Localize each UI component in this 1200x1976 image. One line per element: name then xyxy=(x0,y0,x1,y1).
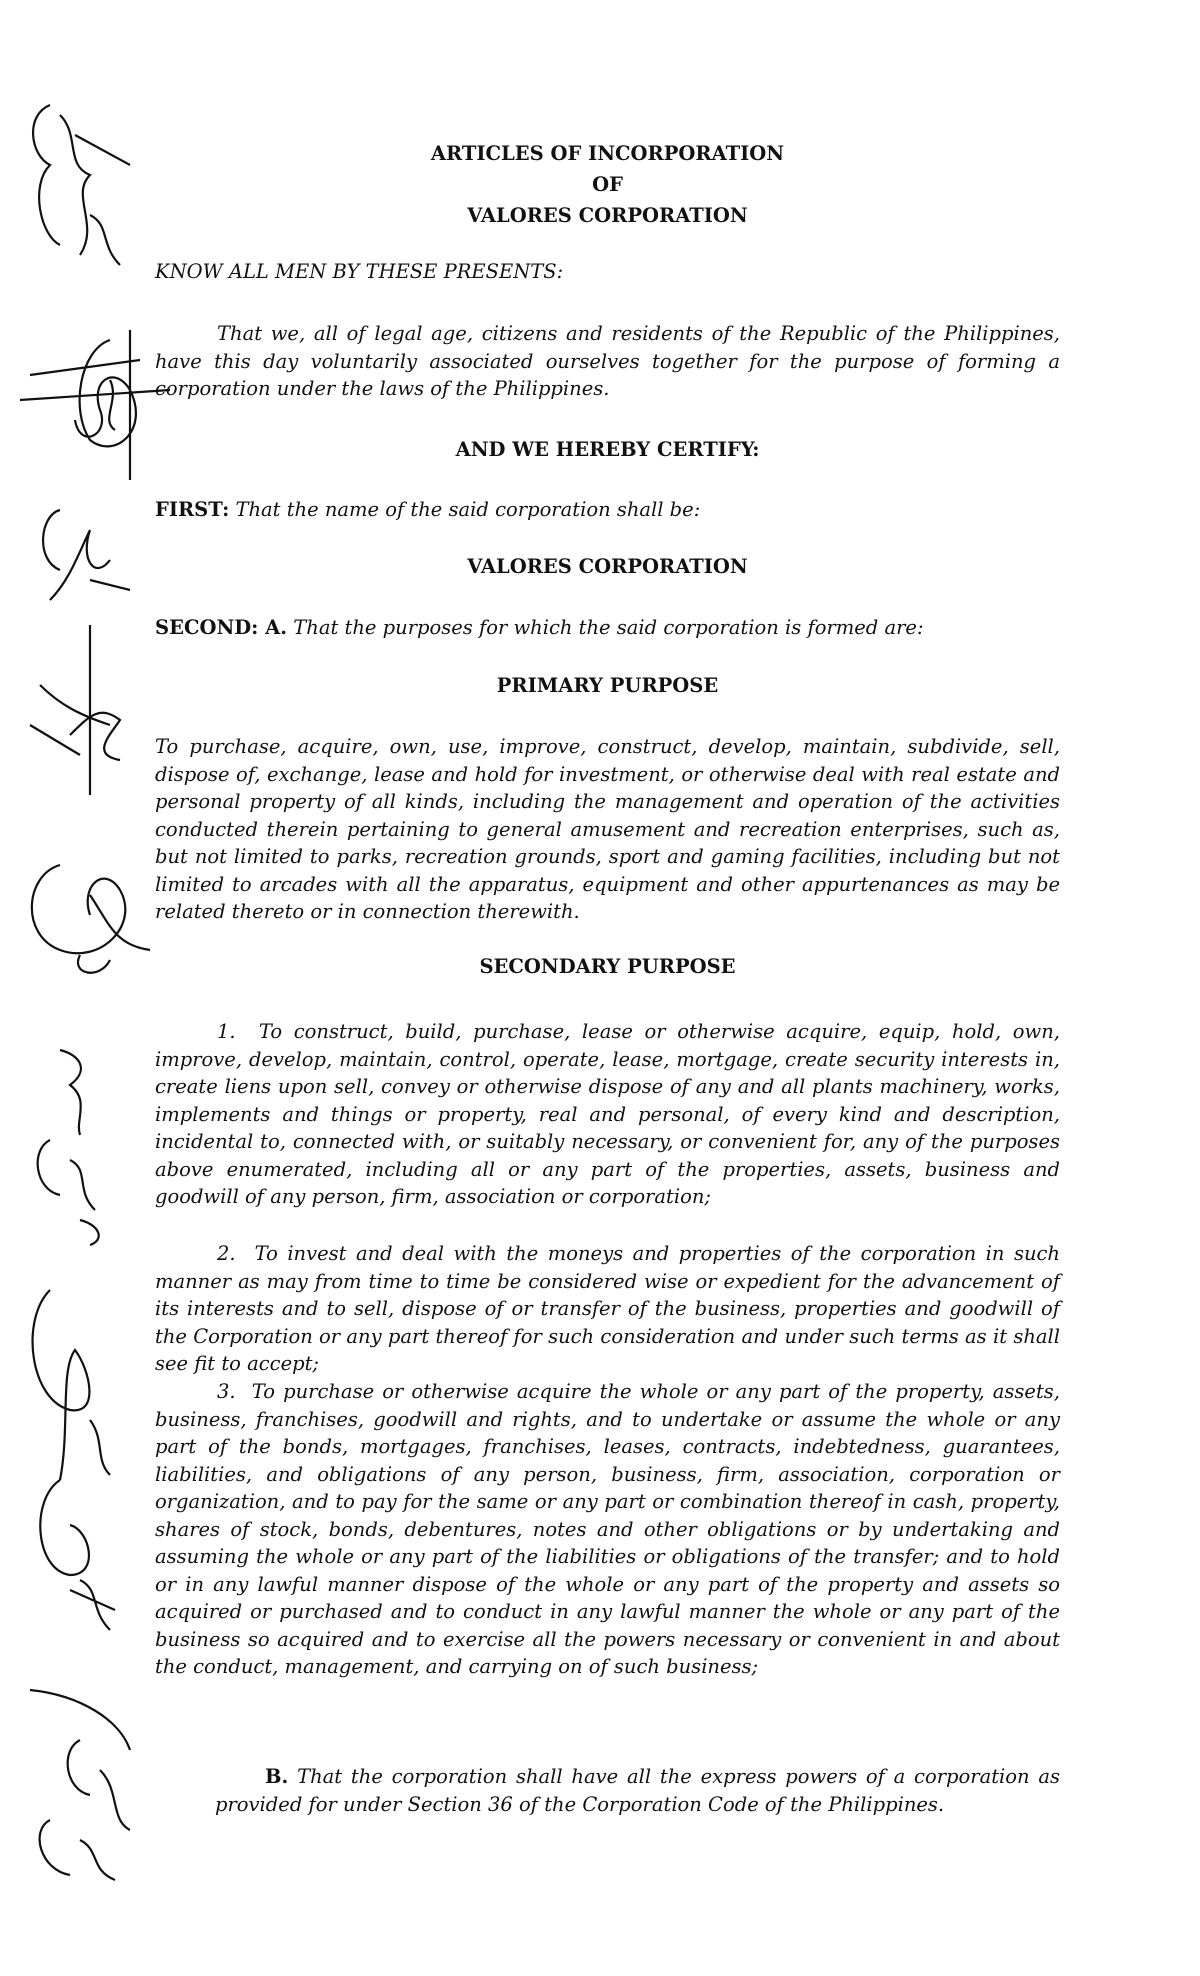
signature-6 xyxy=(20,1040,130,1254)
secondary-item-3 xyxy=(155,1378,1060,1681)
secondary-purpose-heading: SECONDARY PURPOSE xyxy=(479,955,736,978)
title-line-3: VALORES CORPORATION xyxy=(467,204,748,227)
certify-heading: AND WE HEREBY CERTIFY: xyxy=(455,438,760,461)
signature-2 xyxy=(20,320,170,494)
intro-paragraph: That we, all of legal age, citizens and residents of the Republic of the Philippines, have this day voluntarily associated ourselves together for the purpose of forming a corporation under the laws of the Philippines. xyxy=(155,322,1060,400)
second-clause xyxy=(155,614,1060,642)
first-label: FIRST: xyxy=(155,498,230,521)
title-line-1: ARTICLES OF INCORPORATION xyxy=(430,142,785,165)
signature-9 xyxy=(20,1680,150,1894)
primary-purpose-heading: PRIMARY PURPOSE xyxy=(496,674,719,697)
signature-7 xyxy=(20,1280,130,1494)
document-title xyxy=(155,138,1060,231)
signature-1 xyxy=(20,95,150,299)
secondary-item-1 xyxy=(155,1018,1060,1211)
clause-b-label: B. xyxy=(265,1765,289,1788)
signature-8 xyxy=(20,1470,130,1644)
secondary-item-text: To purchase or otherwise acquire the whole or any part of the property, assets, business, franchises, goodwill and rights, and to undertake or assume the whole or any part of the bonds, mortgages, franchises, leases, contracts, indebtedness, guarantees, liabilities, and obligations of any person, business, firm, association, corporation or organization, and to pay for the same or any part or combination thereof in cash, property, shares of stock, bonds, debentures, notes and other obligations or by undertaking and assuming the whole or any part of the liabilities or obligations of the transfer; and to hold or in any lawful manner dispose of the whole or any part of the property and assets so acquired or purchased and to conduct in any lawful manner the whole or any part of the business so acquired and to exercise all the powers necessary or convenient in and about the conduct, management, and carrying on of such business; xyxy=(155,1380,1060,1678)
secondary-item-number: 3. xyxy=(217,1380,236,1403)
second-text: That the purposes for which the said corporation is formed are: xyxy=(293,616,924,639)
signature-3 xyxy=(20,500,140,624)
secondary-item-number: 1. xyxy=(217,1020,236,1043)
secondary-item-text: To construct, build, purchase, lease or otherwise acquire, equip, hold, own, improve, develop, maintain, control, operate, lease, mortgage, create security interests in, create liens upon sell, convey or otherwise dispose of any and all plants machinery, works, implements and things or property, real and personal, of every kind and description, incidental to, connected with, or suitably necessary, or convenient for, any of the purposes above enumerated, including all or any part of the properties, assets, business and goodwill of any person, firm, association or corporation; xyxy=(155,1020,1060,1208)
secondary-item-number: 2. xyxy=(217,1242,236,1265)
know-all-men: KNOW ALL MEN BY THESE PRESENTS: xyxy=(155,260,564,283)
clause-b xyxy=(215,1763,1060,1818)
secondary-item-text: To invest and deal with the moneys and properties of the corporation in such manner as may from time to time be considered wise or expedient for the advancement of its interests and to sell, dispose of or transfer of the business, properties and goodwill of the Corporation or any part thereof for such consideration and under such terms as it shall see fit to accept; xyxy=(155,1242,1060,1375)
clause-b-text: That the corporation shall have all the express powers of a corporation as provided for under Section 36 of the Corporation Code of the Philippines. xyxy=(215,1765,1061,1816)
secondary-item-2 xyxy=(155,1240,1060,1378)
corporation-name: VALORES CORPORATION xyxy=(467,555,748,578)
first-clause xyxy=(155,496,1060,524)
signature-4 xyxy=(20,625,160,799)
primary-purpose-text: To purchase, acquire, own, use, improve, construct, develop, maintain, subdivide, sell, dispose of, exchange, lease and hold for investment, or otherwise deal with real estate and personal property of all kinds, including the management and operation of the activities conducted therein pertaining to general amusement and recreation enterprises, such as, but not limited to parks, recreation grounds, sport and gaming facilities, including but not limited to arcades with all the apparatus, equipment and other appurtenances as may be related thereto or in connection therewith. xyxy=(155,735,1060,923)
title-line-2: OF xyxy=(592,173,623,196)
first-text: That the name of the said corporation shall be: xyxy=(235,498,701,521)
signature-5 xyxy=(20,855,160,989)
second-label: SECOND: A. xyxy=(155,616,288,639)
